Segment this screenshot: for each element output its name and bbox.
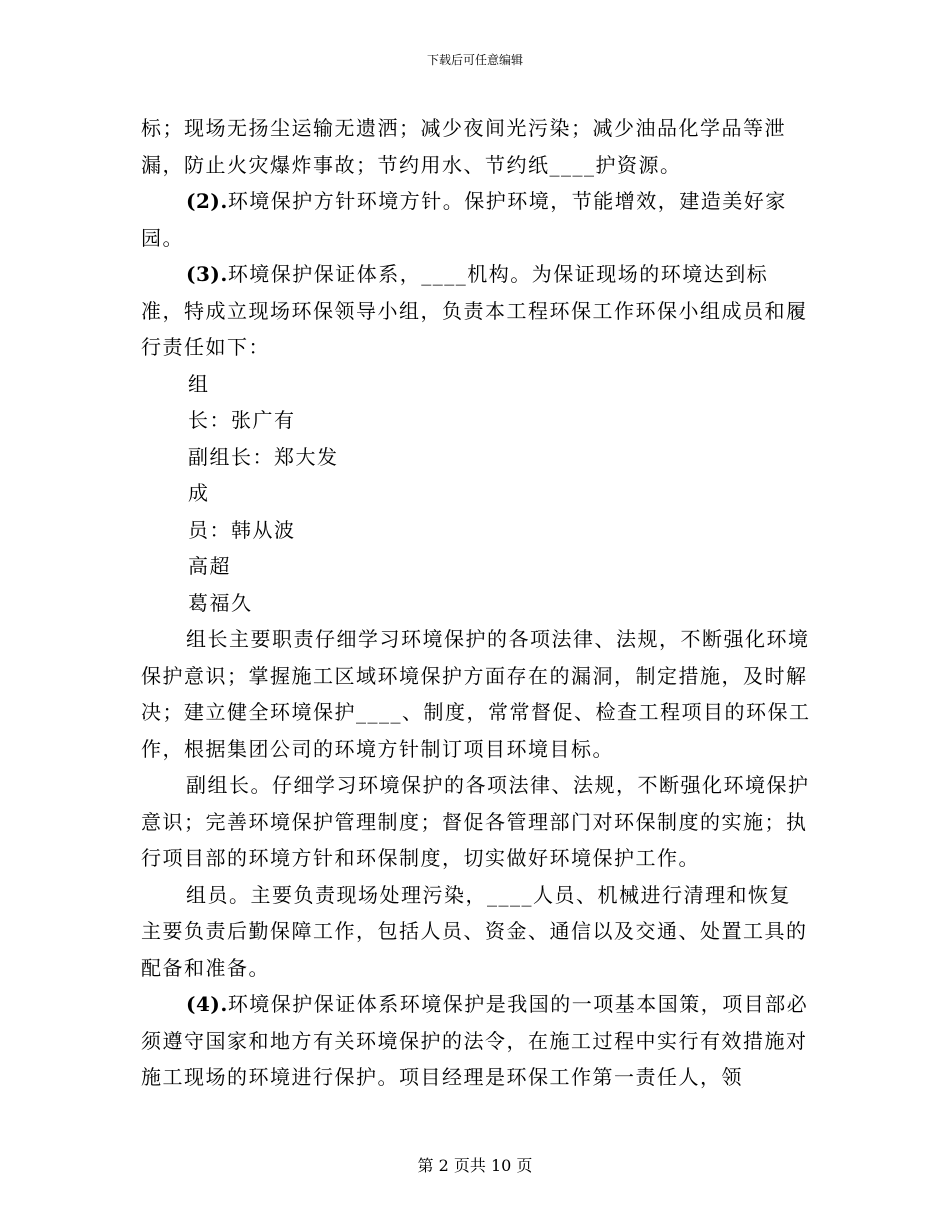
member-line: 长：张广有 (188, 408, 296, 432)
paragraph-7 (141, 986, 811, 1096)
paragraph-4: 组长主要职责仔细学习环境保护的各项法律、法规，不断强化环境保护意识；掌握施工区域环境保护方面存在的漏洞，制定措施，及时解决；建立健全环境保护____、制度，常常督促、检查工程项目的环保工作，根据集团公司的环境方针制订项目环境目标。 (141, 627, 811, 761)
paragraph-2 (141, 183, 811, 256)
member-line: 成 (188, 481, 210, 505)
paragraph-6: 组员。主要负责现场处理污染，____人员、机械进行清理和恢复主要负责后勤保障工作，包括人员、资金、通信以及交通、处置工具的配备和准备。 (141, 882, 808, 980)
paragraph-7-text: 环境保护保证体系环境保护是我国的一项基本国策，项目部必须遵守国家和地方有关环境保护的法令，在施工过程中实行有效措施对施工现场的环境进行保护。项目经理是环保工作第一责任人，领 (141, 992, 809, 1089)
member-line: 高超 (188, 554, 231, 578)
member-list (141, 366, 811, 622)
paragraph-3 (141, 256, 811, 366)
page-footer: 第 2 页共 10 页 (417, 1156, 533, 1175)
paragraph-3-text: 环境保护保证体系，____机构。为保证现场的环境达到标准，特成立现场环保领导小组，负责本工程环保工作环保小组成员和履行责任如下： (141, 262, 808, 359)
paragraph-1: 标；现场无扬尘运输无遗洒；减少夜间光污染；减少油品化学品等泄漏，防止火灾爆炸事故；节约用水、节约纸____护资源。 (141, 116, 786, 177)
paragraph-5: 副组长。仔细学习环境保护的各项法律、法规，不断强化环境保护意识；完善环境保护管理制度；督促各管理部门对环保制度的实施；执行项目部的环境方针和环保制度，切实做好环境保护工作。 (141, 773, 810, 870)
member-line: 员：韩从波 (188, 517, 296, 542)
document-body (141, 110, 811, 1096)
member-line: 葛福久 (188, 590, 253, 615)
member-line: 副组长：郑大发 (188, 444, 339, 469)
paragraph-7-number: (4). (186, 992, 228, 1016)
page-header: 下载后可任意编辑 (426, 53, 523, 67)
member-line: 组 (188, 371, 210, 396)
paragraph-3-number: (3). (186, 262, 228, 286)
paragraph-2-number: (2). (186, 189, 228, 213)
paragraph-2-text: 环境保护方针环境方针。保护环境，节能增效，建造美好家园。 (141, 189, 787, 250)
